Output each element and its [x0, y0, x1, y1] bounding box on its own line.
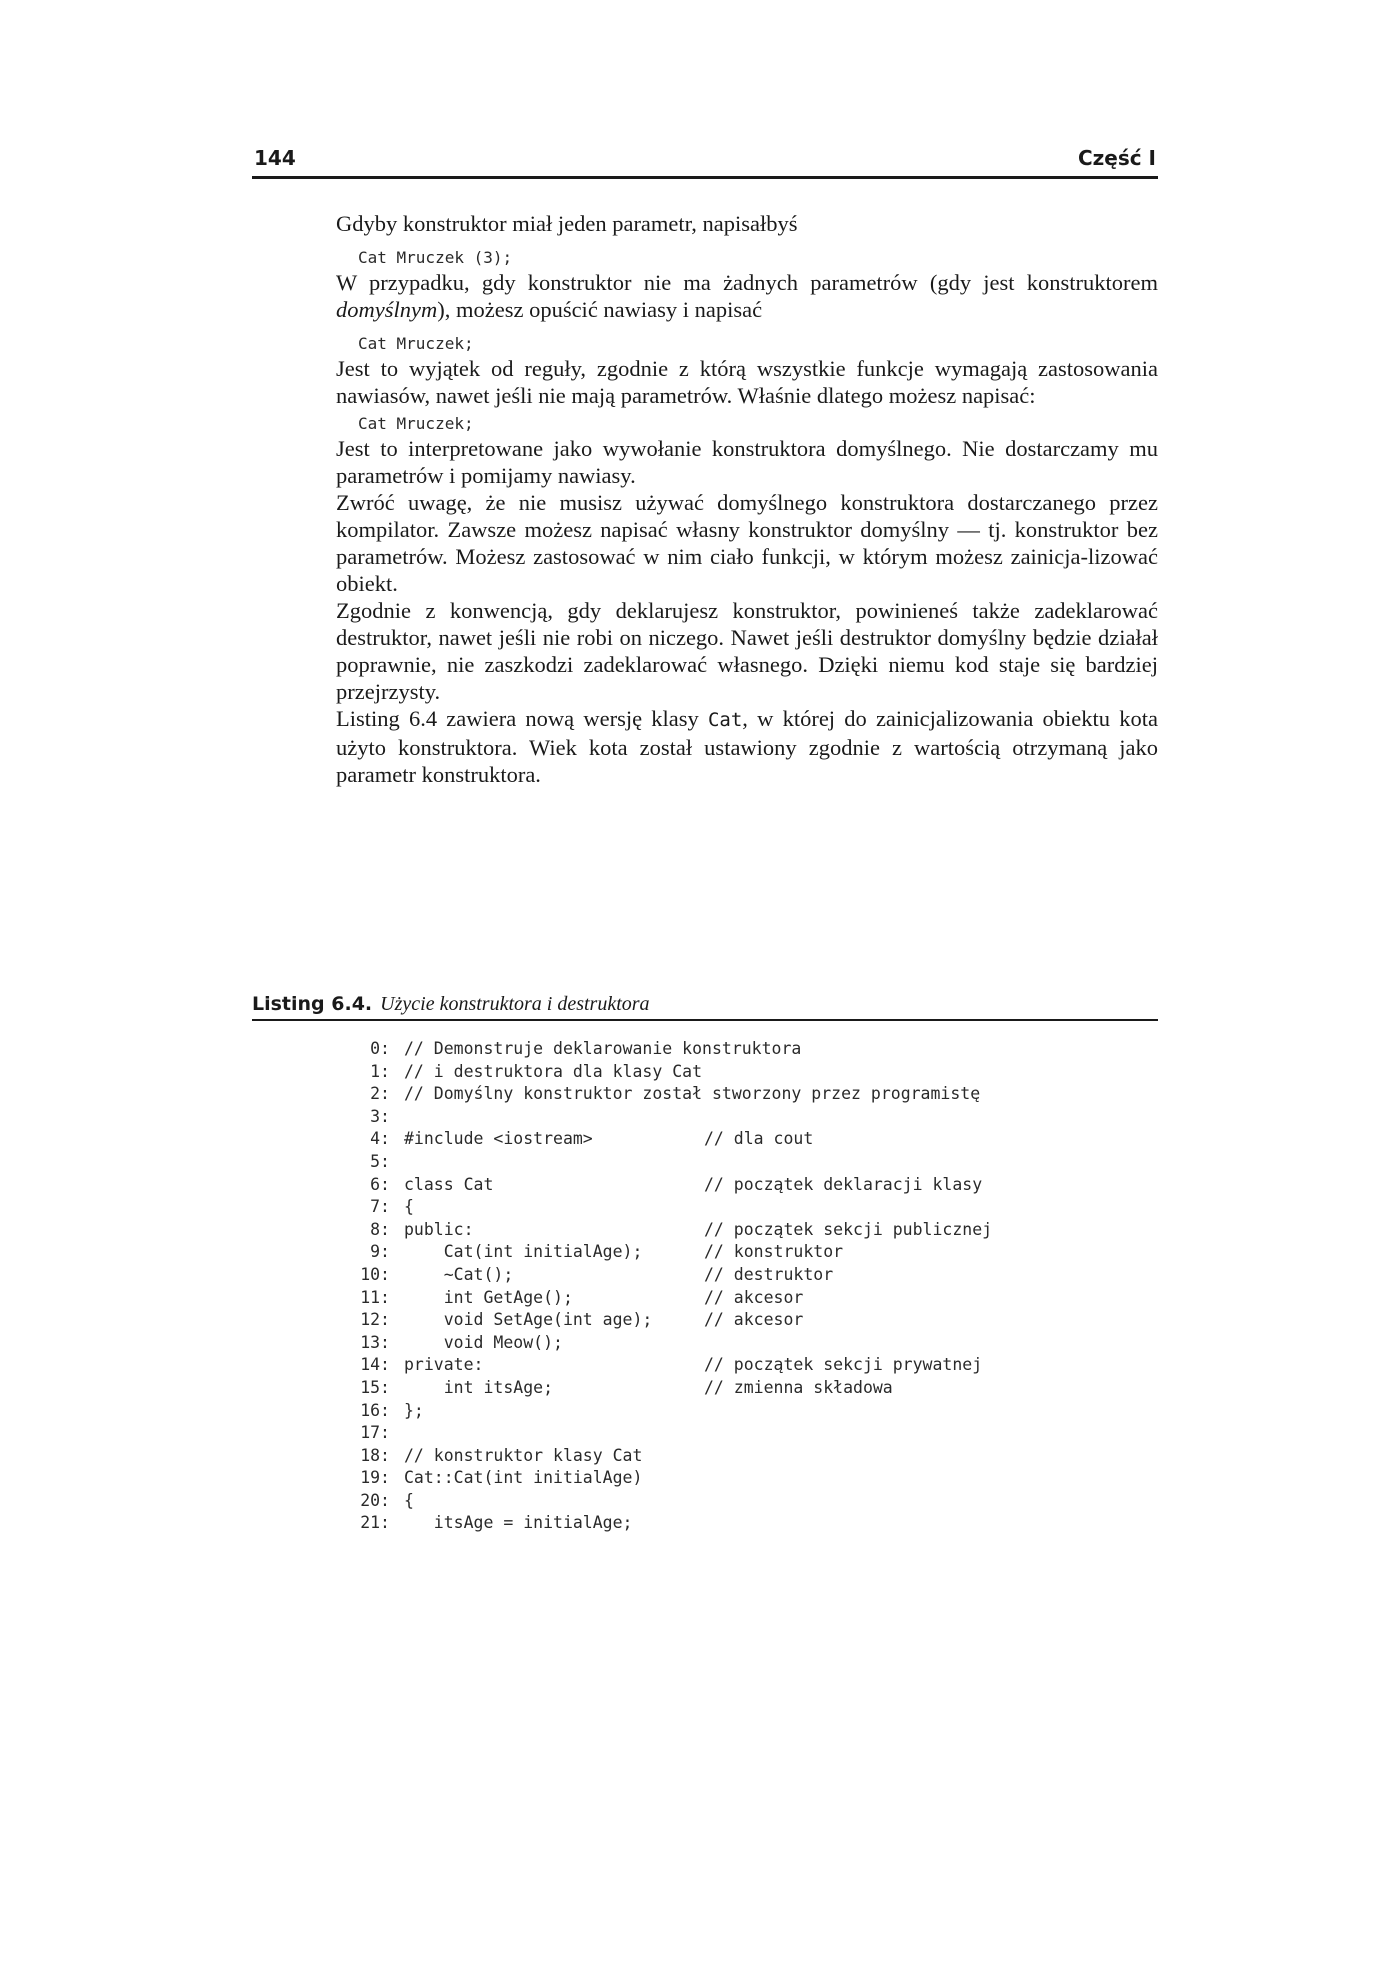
listing-line: [348, 1083, 1108, 1106]
paragraph-4: Jest to interpretowane jako wywołanie konstruktora domyślnego. Nie dostarczamy mu parametrów i pomijamy nawiasy.: [336, 436, 1158, 488]
line-number: 0:: [370, 1039, 390, 1058]
line-code: [390, 1106, 404, 1129]
code-snippet-3: Cat Mruczek;: [358, 414, 474, 433]
inline-code-cat: Cat: [707, 709, 743, 731]
paragraph-2-part-a: W przypadku, gdy konstruktor nie ma żadnych parametrów (gdy jest konstruktorem: [336, 270, 1158, 295]
paragraph-1: Gdyby konstruktor miał jeden parametr, napisałbyś: [336, 211, 798, 236]
line-code: int GetAge();: [404, 1287, 573, 1307]
listing-line: [348, 1422, 1108, 1445]
line-code: public:: [404, 1219, 474, 1239]
line-comment: // destruktor: [704, 1264, 834, 1284]
line-comment: // dla cout: [704, 1129, 814, 1149]
listing-line: [348, 1490, 1108, 1513]
paragraph-3: Jest to wyjątek od reguły, zgodnie z którą wszystkie funkcje wymagają zastosowania nawiasów, nawet jeśli nie mają parametrów. Właśnie dlatego możesz napisać:: [336, 356, 1158, 408]
line-code: // konstruktor klasy Cat: [404, 1445, 643, 1465]
page-body: [336, 210, 1158, 788]
page-header: [252, 146, 1158, 179]
listing-line: [348, 1106, 1108, 1129]
listing-line: [348, 1400, 1108, 1423]
line-number: 7:: [370, 1197, 390, 1217]
line-code: private:: [404, 1355, 484, 1375]
line-code: Cat::Cat(int initialAge): [404, 1468, 643, 1488]
paragraph-7-part-a: Listing 6.4 zawiera nową wersję klasy: [336, 706, 708, 731]
listing-line: [348, 1354, 1108, 1377]
line-code: // Domyślny konstruktor został stworzony przez programistę: [404, 1084, 981, 1104]
line-number: 16:: [360, 1400, 390, 1420]
paragraph-2-part-b: ), możesz opuścić nawiasy i napisać: [437, 297, 763, 322]
listing-label: Listing 6.4.: [252, 993, 373, 1015]
line-number: 19:: [360, 1468, 390, 1488]
line-code: // Demonstruje deklarowanie konstruktora: [404, 1039, 802, 1058]
listing-line: [348, 1241, 1108, 1264]
line-comment: // początek sekcji publicznej: [704, 1219, 993, 1239]
listing-line: [348, 1377, 1108, 1400]
code-snippet-1: Cat Mruczek (3);: [358, 248, 513, 267]
line-number: 15:: [360, 1377, 390, 1397]
line-code: void SetAge(int age);: [404, 1310, 653, 1330]
line-code: {: [404, 1490, 414, 1510]
listing-line: [348, 1445, 1108, 1468]
listing-line: [348, 1467, 1108, 1490]
line-number: 20:: [360, 1490, 390, 1510]
line-code: Cat(int initialAge);: [404, 1242, 643, 1262]
paragraph-7: [336, 705, 1158, 788]
line-number: 17:: [360, 1423, 390, 1443]
listing-line: [348, 1332, 1108, 1355]
line-number: 14:: [360, 1355, 390, 1375]
line-number: 8:: [370, 1219, 390, 1239]
line-code: void Meow();: [404, 1332, 563, 1352]
line-code: // i destruktora dla klasy Cat: [404, 1061, 703, 1081]
line-comment: // zmienna składowa: [704, 1377, 893, 1397]
line-code: ~Cat();: [404, 1264, 514, 1284]
paragraph-7-part-b: , w której do zainicjalizowania obiektu kota użyto konstruktora. Wiek kota został ustawiony zgodnie z wartością otrzymaną jako parametr konstruktora.: [336, 706, 1158, 787]
listing-line: [348, 1038, 1108, 1061]
listing-line: [348, 1174, 1108, 1197]
line-comment: // początek sekcji prywatnej: [704, 1355, 983, 1375]
line-number: 21:: [360, 1513, 390, 1533]
paragraph-6: Zgodnie z konwencją, gdy deklarujesz konstruktor, powinieneś także zadeklarować destruktor, nawet jeśli nie robi on niczego. Nawet jeśli destruktor domyślny będzie działał poprawnie, nie zaszkodzi zadeklarować własnego. Dzięki niemu kod staje się bardziej przejrzysty.: [336, 598, 1158, 704]
line-number: 2:: [370, 1084, 390, 1104]
line-code: [390, 1151, 404, 1174]
line-number: 4:: [370, 1129, 390, 1149]
listing-caption: [252, 993, 1158, 1021]
listing-line: [348, 1287, 1108, 1310]
line-comment: // początek deklaracji klasy: [704, 1174, 983, 1194]
line-code: int itsAge;: [404, 1377, 554, 1397]
line-comment: // konstruktor: [704, 1242, 844, 1262]
line-number: 5:: [370, 1151, 390, 1171]
listing-title: Użycie konstruktora i destruktora: [380, 993, 650, 1015]
listing-line: [348, 1219, 1108, 1242]
line-code: class Cat: [404, 1174, 494, 1194]
line-code: };: [404, 1400, 424, 1420]
listing-line: [348, 1128, 1108, 1151]
code-listing: [348, 1038, 1108, 1535]
paragraph-5: Zwróć uwagę, że nie musisz używać domyślnego konstruktora dostarczanego przez kompilator. Zawsze możesz napisać własny konstruktor domyślny — tj. konstruktor bez parametrów. Możesz zastosować w nim ciało funkcji, w którym możesz zainicja-lizować obiekt.: [336, 490, 1158, 596]
line-number: 10:: [360, 1264, 390, 1284]
line-number: 13:: [360, 1332, 390, 1352]
listing-line: [348, 1196, 1108, 1219]
line-number: 18:: [360, 1445, 390, 1465]
line-number: 9:: [370, 1242, 390, 1262]
line-number: 12:: [360, 1310, 390, 1330]
code-snippet-2: Cat Mruczek;: [358, 334, 474, 353]
listing-line: [348, 1151, 1108, 1174]
listing-line: [348, 1309, 1108, 1332]
paragraph-2-emphasis: domyślnym: [336, 297, 438, 322]
line-number: 1:: [370, 1061, 390, 1081]
line-code: {: [404, 1197, 414, 1217]
line-code: #include <iostream>: [404, 1129, 593, 1149]
line-comment: // akcesor: [704, 1310, 804, 1330]
part-title: Część I: [1077, 146, 1156, 170]
line-number: 3:: [370, 1106, 390, 1126]
line-code: [390, 1422, 404, 1445]
listing-line: [348, 1512, 1108, 1535]
line-number: 6:: [370, 1174, 390, 1194]
listing-line: [348, 1061, 1108, 1084]
page-number: 144: [254, 146, 296, 170]
line-number: 11:: [360, 1287, 390, 1307]
paragraph-2: [336, 269, 1158, 323]
line-comment: // akcesor: [704, 1287, 804, 1307]
listing-line: [348, 1264, 1108, 1287]
line-code: itsAge = initialAge;: [404, 1513, 633, 1533]
